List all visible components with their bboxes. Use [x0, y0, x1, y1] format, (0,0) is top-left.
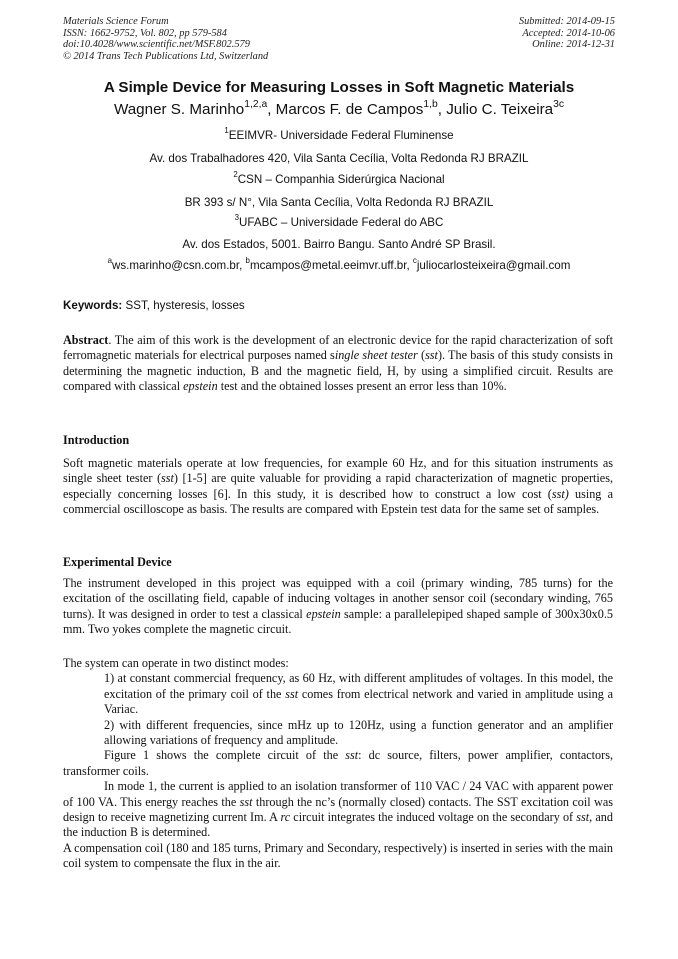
abstract-text: (: [417, 348, 426, 363]
journal-info: [63, 16, 268, 62]
email-sup: a: [107, 256, 112, 266]
keywords-label: Keywords:: [63, 299, 123, 312]
email-sup: c: [412, 256, 417, 266]
introduction-paragraph: [63, 456, 613, 518]
section-heading-introduction: Introduction: [63, 433, 130, 447]
abstract: [63, 333, 613, 395]
author-name: Marcos F. de Campos: [275, 101, 424, 118]
modes-intro: The system can operate in two distinct modes:: [63, 656, 289, 670]
abstract-label: Abstract: [63, 333, 109, 347]
desc-emphasis: sst: [239, 794, 253, 809]
intro-text: Soft magnetic materials operate at low frequencies, for example 60 Hz, and for this situation instruments as single sheet tester (: [63, 456, 613, 486]
affiliation-sup: 1: [224, 126, 229, 136]
desc-text: through the nc’s (normally closed) contacts. The SST excitation coil was design to receive magnetizing current Im. A: [63, 794, 613, 825]
figure-1-reference: [63, 748, 613, 779]
intro-text: ) [1-5] are quite valuable for providing a rapid characterization of magnetic properties, especially concerning losses [6]. In this study, it is described how to construct a low cost (: [63, 471, 613, 501]
affiliation-text: Av. dos Trabalhadores 420, Vila Santa Cecília, Volta Redonda RJ BRAZIL: [149, 152, 529, 165]
exp-text: sample: a parallelepiped shaped sample of 300x30x0.5 mm. Two yokes complete the magnetic circuit.: [63, 606, 613, 637]
abstract-emphasis: ingle sheet tester: [334, 348, 418, 363]
email-text: ws.marinho@csn.com.br,: [112, 259, 246, 272]
exp-text: The instrument developed in this project was equipped with a coil (primary winding, 785 turns) for the excitation of the oscillating field, capable of inducing voltages in another sensor coil (secondary winding, 765 turns). It was designed in order to test a classical: [63, 576, 613, 621]
desc-emphasis: sst: [576, 810, 590, 825]
mode-emphasis: sst: [285, 686, 299, 701]
mode-text: comes from electrical network and varied in amplitude using a Variac.: [104, 686, 614, 717]
desc-text: In mode 1, the current is applied to an isolation transformer of 110 VAC / 24 VAC with apparent power of 100 VA. This energy reaches the: [63, 779, 613, 809]
mode-2-item: 2) with different frequencies, since mHz up to 120Hz, using a function generator and an amplifier allowing variations of frequency and amplitude.: [104, 717, 613, 748]
author-name: Wagner S. Marinho: [113, 101, 245, 118]
mode-1-description: [63, 779, 613, 841]
abstract-emphasis: epstein: [183, 379, 218, 394]
email-sup: b: [245, 256, 250, 266]
affiliation-sup: 2: [233, 170, 238, 180]
desc-text: , and the induction B is determined.: [63, 810, 613, 840]
compensation-coil-paragraph: A compensation coil (180 and 185 turns, Primary and Secondary, respectively) is inserted in series with the main coil system to compensate the flux in the air.: [63, 840, 613, 871]
affiliation-text: Av. dos Estados, 5001. Bairro Bangu. Santo André SP Brasil.: [182, 238, 496, 251]
fig-text: Figure 1 shows the complete circuit of the: [104, 748, 346, 763]
affiliation-text: CSN – Companhia Siderúrgica Nacional: [237, 173, 445, 186]
fig-emphasis: sst: [345, 748, 359, 763]
abstract-emphasis: sst: [425, 348, 438, 363]
author-affiliation-sup: 1,b: [423, 98, 438, 110]
online-date: Online: 2014-12-31: [532, 39, 615, 51]
submission-dates: [519, 16, 615, 51]
email-text: mcampos@metal.eeimvr.uff.br,: [249, 259, 413, 272]
abstract-text: ). The basis of this study consists in determining the magnetic induction, B and the magnetic field, H, by using a simplified circuit. Results are compared with classical: [63, 348, 613, 394]
section-heading-experimental: Experimental Device: [63, 555, 172, 569]
affiliation-line: [0, 196, 678, 209]
intro-text: using a commercial oscilloscope as basis. The results are compared with Epstein test data for the same set of samples.: [63, 486, 613, 517]
desc-text: circuit integrates the induced voltage on the secondary of: [290, 810, 577, 825]
affiliation-text: EEIMVR- Universidade Federal Fluminense: [228, 129, 454, 142]
journal-name: Materials Science Forum: [63, 16, 169, 27]
affiliation-line: [0, 126, 678, 142]
affiliation-text: BR 393 s/ N°, Vila Santa Cecília, Volta Redonda RJ BRAZIL: [184, 196, 494, 209]
journal-copyright: © 2014 Trans Tech Publications Ltd, Switzerland: [63, 50, 269, 62]
journal-issn: ISSN: 1662-9752, Vol. 802, pp 579-584: [63, 27, 227, 39]
affiliation-line: [0, 170, 678, 186]
affiliation-line: [0, 213, 678, 229]
journal-doi: doi:10.4028/www.scientific.net/MSF.802.579: [63, 39, 250, 51]
keywords: [63, 299, 245, 312]
email-text: juliocarlosteixeira@gmail.com: [416, 259, 571, 272]
paper-title: A Simple Device for Measuring Losses in Soft Magnetic Materials: [103, 79, 575, 96]
accepted-date: Accepted: 2014-10-06: [522, 27, 615, 39]
submitted-date: Submitted: 2014-09-15: [518, 16, 615, 27]
abstract-text: test and the obtained losses present an error less than 10%.: [217, 379, 507, 394]
author-affiliation-sup: 1,2,a: [244, 98, 268, 110]
abstract-text: . The aim of this work is the development of an electronic device for the rapid characterization of soft ferromagnetic materials for electrical purposes named s: [63, 333, 613, 363]
affiliation-line: [0, 238, 678, 251]
author-name: Julio C. Teixeira: [446, 101, 554, 118]
mode-1-item: [63, 671, 613, 717]
experimental-modes: [63, 656, 613, 872]
affiliation-text: UFABC – Universidade Federal do ABC: [239, 216, 444, 229]
email-line: [0, 256, 678, 272]
exp-emphasis: epstein: [306, 606, 341, 621]
intro-emphasis: sst: [161, 471, 174, 486]
fig-text: : dc source, filters, power amplifier, contactors, transformer coils.: [63, 748, 613, 778]
author-affiliation-sup: 3c: [553, 98, 565, 110]
mode-text: 1) at constant commercial frequency, as 60 Hz, with different amplitudes of voltages. In this model, the excitation of the primary coil of the: [104, 671, 613, 701]
experimental-paragraph: [63, 576, 613, 638]
author-list: Wagner S. Marinho$^{1,2,a}$, Marcos F. de Campos$^{1,b}$, Julio C. Teixeira$^{3c}$: [113, 98, 565, 118]
intro-emphasis: sst): [551, 486, 569, 501]
desc-emphasis: rc: [280, 810, 291, 825]
keywords-text: SST, hysteresis, losses: [122, 299, 245, 312]
affiliation-sup: 3: [234, 213, 240, 223]
affiliation-line: [0, 152, 678, 165]
